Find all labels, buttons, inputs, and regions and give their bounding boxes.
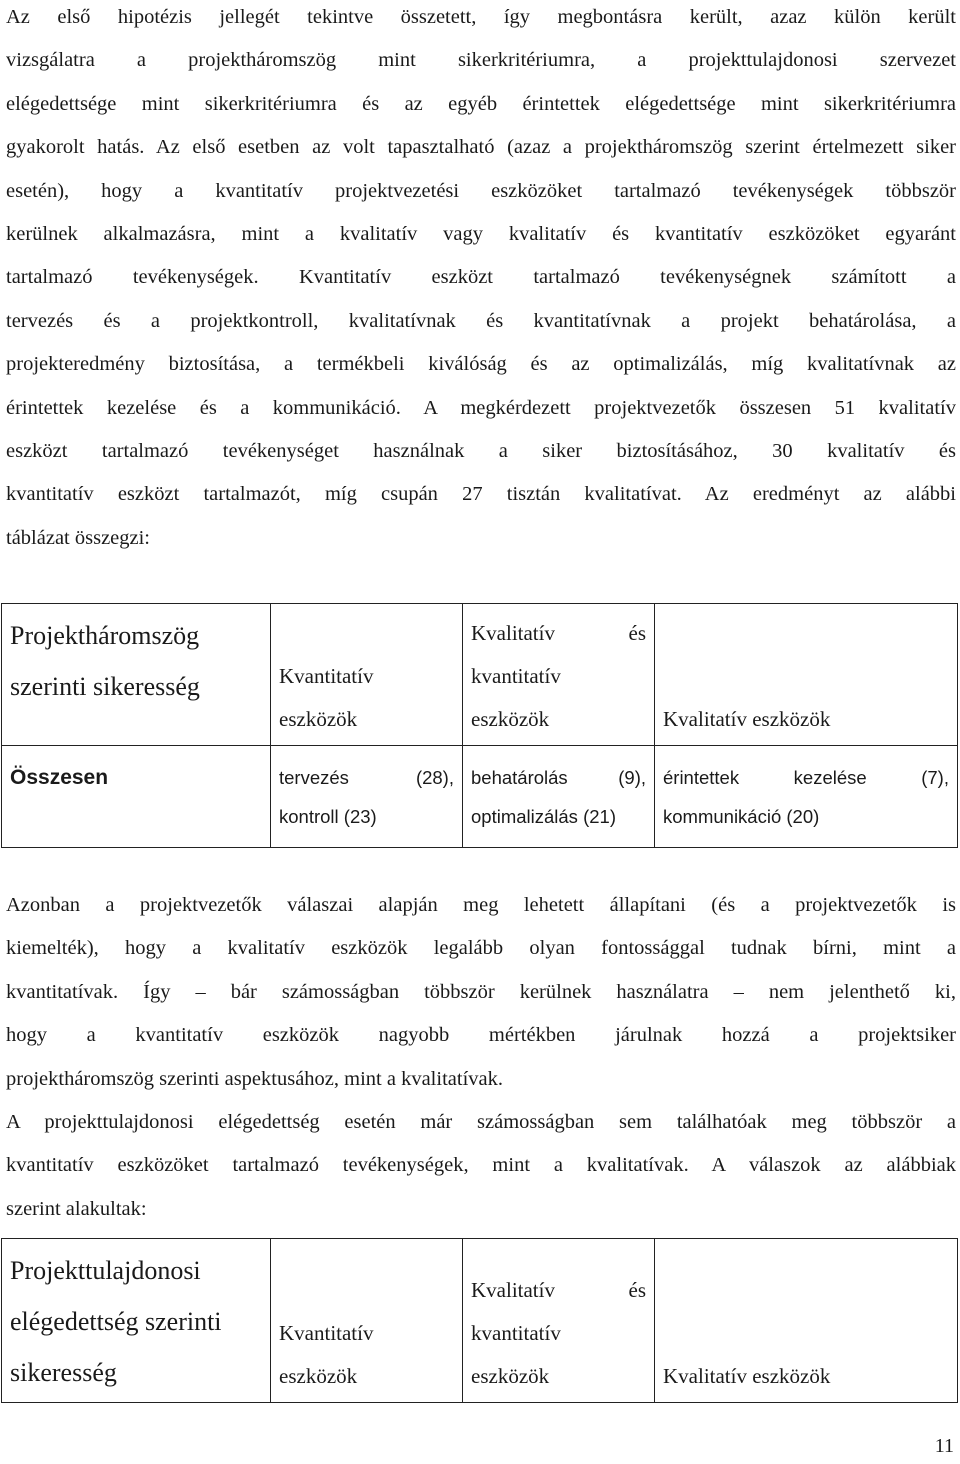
cell-text: tervezés (28), (279, 767, 454, 788)
header-cell (2, 1239, 271, 1403)
header-text: sikeresség (10, 1358, 117, 1387)
table-cell (655, 746, 958, 848)
text-line: projekteredmény biztosítása, a termékbeli kiválóság és az optimalizálás, míg kvalitatívnak az (6, 353, 956, 376)
table-row (2, 746, 958, 848)
text-line: hogy a kvantitatív eszközök nagyobb mértékben járulnak hozzá a projektsiker (6, 1024, 956, 1047)
text-line: érintettek kezelése és a kommunikáció. A megkérdezett projektvezetők összesen 51 kvalitatív (6, 396, 956, 419)
text-line: kvantitatívak. Így – bár számosságban többször kerülnek használatra – nem jelenthető ki, (6, 980, 956, 1003)
text-line: projektháromszög szerinti aspektusához, mint a kvalitatívak. (6, 1067, 503, 1090)
text-line: kvantitatív eszközt tartalmazót, míg csupán 27 tisztán kvalitatívat. Az eredményt az alábbi (6, 483, 956, 506)
text-line: kerülnek alkalmazásra, mint a kvalitatív vagy kvalitatív és kvantitatív eszközöket egyaránt (6, 223, 956, 246)
header-text: Kvalitatív és (471, 1278, 646, 1302)
header-cell (463, 1239, 655, 1403)
text-line: kiemelték), hogy a kvalitatív eszközök legalább olyan fontossággal tudnak bírni, mint a (6, 937, 956, 960)
text-line: tartalmazó tevékenységek. Kvantitatív eszközt tartalmazó tevékenységnek számított a (6, 266, 956, 289)
header-cell (655, 604, 958, 746)
text-line: szerint alakultak: (6, 1197, 147, 1220)
table-cell (271, 746, 463, 848)
text-line: Az első hipotézis jellegét tekintve összetett, így megbontásra került, azaz külön került (6, 6, 956, 28)
text-line: A projekttulajdonosi elégedettség esetén már számosságban sem találhatóak meg többször a (6, 1111, 956, 1133)
header-text: eszközök (279, 707, 358, 731)
header-text: elégedettség szerinti (10, 1307, 222, 1336)
text-line: esetén), hogy a kvantitatív projektvezetési eszközöket tartalmazó tevékenységek többször (6, 179, 956, 202)
header-cell (271, 604, 463, 746)
header-text: Kvalitatív és (471, 621, 646, 645)
text-line: kvantitatív eszközöket tartalmazó tevékenységek, mint a kvalitatívak. A válaszok az alábbiak (6, 1154, 956, 1177)
header-text: kvantitatív (471, 1321, 561, 1345)
row-label-cell (2, 746, 271, 848)
header-text: eszközök (471, 1364, 550, 1388)
table-cell (463, 746, 655, 848)
header-text: kvantitatív (471, 664, 561, 688)
cell-text: kontroll (23) (279, 806, 377, 827)
row-label: Összesen (10, 766, 109, 789)
header-cell (463, 604, 655, 746)
cell-text: érintettek kezelése (7), (663, 767, 949, 788)
header-text: Projektháromszög (10, 621, 200, 650)
table-header-row (2, 604, 958, 746)
paragraph-conclusion (6, 884, 956, 1101)
header-cell (271, 1239, 463, 1403)
text-line: tervezés és a projektkontroll, kvalitatívnak és kvantitatívnak a projekt behatárolása, a (6, 309, 956, 332)
header-text: eszközök (471, 707, 550, 731)
text-line: elégedettsége mint sikerkritériumra és az egyéb érintettek elégedettsége mint sikerkritériumra (6, 92, 956, 115)
text-line: táblázat összegzi: (6, 526, 151, 549)
paragraph-owner-satisfaction (6, 1101, 956, 1231)
table-owner-satisfaction (1, 1238, 958, 1403)
cell-text: kommunikáció (20) (663, 806, 820, 827)
header-text: Kvantitatív (279, 664, 374, 688)
header-text: Kvantitatív (279, 1321, 374, 1345)
page-number: 11 (934, 1435, 954, 1457)
header-text: Projekttulajdonosi (10, 1256, 201, 1285)
header-text: szerinti sikeresség (10, 672, 200, 701)
paragraph-hypothesis (6, 0, 956, 560)
header-text: Kvalitatív eszközök (663, 1364, 831, 1388)
table-projecttriangle (1, 603, 958, 848)
header-cell (2, 604, 271, 746)
table-header-row (2, 1239, 958, 1403)
text-line: gyakorolt hatás. Az első esetben az volt tapasztalható (azaz a projektháromszög szerint értelmezett siker (6, 136, 956, 159)
cell-text: behatárolás (9), (471, 767, 646, 788)
header-text: Kvalitatív eszközök (663, 707, 831, 731)
text-line: eszközt tartalmazó tevékenységet használnak a siker biztosításához, 30 kvalitatív és (6, 440, 956, 463)
text-line: Azonban a projektvezetők válaszai alapján meg lehetett állapítani (és a projektvezetők is (6, 894, 956, 916)
cell-text: optimalizálás (21) (471, 806, 616, 827)
header-text: eszközök (279, 1364, 358, 1388)
header-cell (655, 1239, 958, 1403)
text-line: vizsgálatra a projektháromszög mint sikerkritériumra, a projekttulajdonosi szervezet (6, 49, 956, 72)
